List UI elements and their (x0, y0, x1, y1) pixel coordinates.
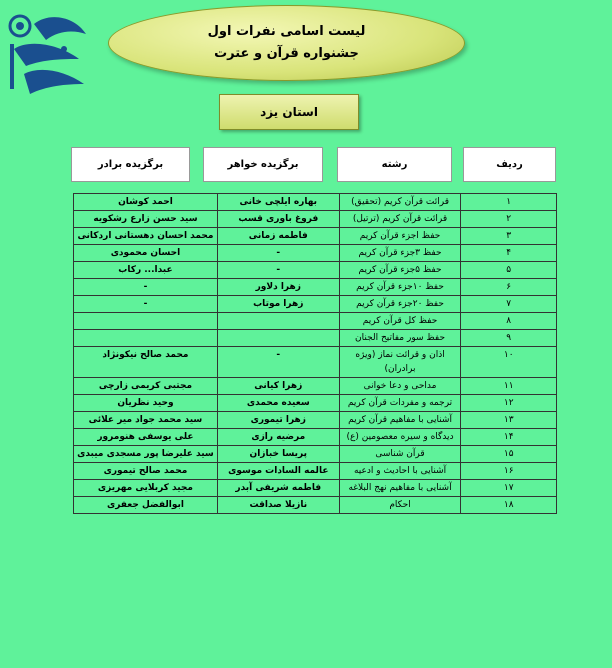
table-row (74, 463, 557, 480)
row-index: ۶ (461, 279, 557, 296)
row-field: حفظ سور مفاتیح الجنان (339, 330, 461, 347)
row-sister-winner: فاطمه شریفی آبدر (217, 480, 339, 497)
row-index: ۸ (461, 313, 557, 330)
row-index: ۱ (461, 194, 557, 211)
row-field: حفظ کل قرآن کریم (339, 313, 461, 330)
row-sister-winner: بهاره ایلچی خانی (217, 194, 339, 211)
row-sister-winner: زهرا دلاور (217, 279, 339, 296)
row-brother-winner: مجتبی کریمی زارچی (74, 378, 218, 395)
row-index: ۱۳ (461, 412, 557, 429)
row-brother-winner: محمد احسان دهستانی اردکانی (74, 228, 218, 245)
row-brother-winner: مجید کربلایی مهریزی (74, 480, 218, 497)
row-brother-winner: عبدا... رکاب (74, 262, 218, 279)
table-row (74, 330, 557, 347)
row-brother-winner: محمد صالح نیکونژاد (74, 347, 218, 378)
row-sister-winner: زهرا کیانی (217, 378, 339, 395)
row-brother-winner: احسان محمودی (74, 245, 218, 262)
row-index: ۵ (461, 262, 557, 279)
row-field: قرآن شناسی (339, 446, 461, 463)
title-line-2: جشنواره قرآن و عترت (214, 46, 359, 61)
row-field: آشنایی با مفاهیم نهج البلاغه (339, 480, 461, 497)
row-index: ۷ (461, 296, 557, 313)
table-row (74, 279, 557, 296)
row-brother-winner: سید علیرضا پور مسجدی میبدی (74, 446, 218, 463)
row-sister-winner (217, 313, 339, 330)
row-brother-winner: محمد صالح تیموری (74, 463, 218, 480)
row-index: ۱۰ (461, 347, 557, 378)
row-field: قرائت قرآن کریم (ترتیل) (339, 211, 461, 228)
winners-table (73, 193, 557, 514)
table-row (74, 194, 557, 211)
row-index: ۱۵ (461, 446, 557, 463)
row-index: ۹ (461, 330, 557, 347)
table-row (74, 296, 557, 313)
row-brother-winner: سید حسن زارع رشکویه (74, 211, 218, 228)
row-sister-winner: فاطمه زمانی (217, 228, 339, 245)
title-banner (108, 5, 465, 81)
table-row (74, 378, 557, 395)
row-index: ۳ (461, 228, 557, 245)
row-index: ۱۷ (461, 480, 557, 497)
row-sister-winner: - (217, 262, 339, 279)
row-brother-winner: - (74, 279, 218, 296)
row-sister-winner: زهرا تیموری (217, 412, 339, 429)
row-field: حفظ ۳جزء قرآن کریم (339, 245, 461, 262)
row-field: حفظ ۲۰جزء قرآن کریم (339, 296, 461, 313)
table-row (74, 313, 557, 330)
title-line-1: لیست اسامی نفرات اول (207, 24, 366, 39)
row-index: ۱۴ (461, 429, 557, 446)
row-sister-winner: زهرا موتاب (217, 296, 339, 313)
row-sister-winner: - (217, 245, 339, 262)
row-index: ۱۶ (461, 463, 557, 480)
row-brother-winner: - (74, 296, 218, 313)
table-row (74, 347, 557, 378)
header-sister: برگزیده خواهر (203, 147, 323, 182)
table-row (74, 262, 557, 279)
row-field: احکام (339, 497, 461, 514)
row-field: دیدگاه و سیره معصومین (ع) (339, 429, 461, 446)
table-row (74, 228, 557, 245)
row-sister-winner: فروغ باوری قسب (217, 211, 339, 228)
row-field: مداحی و دعا خوانی (339, 378, 461, 395)
row-sister-winner: نازیلا صداقت (217, 497, 339, 514)
row-index: ۱۲ (461, 395, 557, 412)
table-row (74, 245, 557, 262)
row-index: ۴ (461, 245, 557, 262)
row-index: ۲ (461, 211, 557, 228)
row-index: ۱۸ (461, 497, 557, 514)
header-index: ردیف (463, 147, 556, 182)
table-row (74, 429, 557, 446)
row-field: ترجمه و مفردات قرآن کریم (339, 395, 461, 412)
row-field: آشنایی با احادیث و ادعیه (339, 463, 461, 480)
table-row (74, 211, 557, 228)
row-brother-winner: سید محمد جواد میر علائی (74, 412, 218, 429)
row-brother-winner: احمد کوشان (74, 194, 218, 211)
row-sister-winner: عالمه السادات موسوی (217, 463, 339, 480)
table-row (74, 497, 557, 514)
row-field: حفظ ۵جزء قرآن کریم (339, 262, 461, 279)
header-field: رشته (337, 147, 452, 182)
header-brother: برگزیده برادر (71, 147, 190, 182)
row-field: اذان و قرائت نماز (ویژه برادران) (339, 347, 461, 378)
row-sister-winner: سعیده محمدی (217, 395, 339, 412)
row-brother-winner (74, 313, 218, 330)
row-sister-winner: - (217, 347, 339, 378)
row-field: حفظ اجزء قرآن کریم (339, 228, 461, 245)
row-brother-winner: وحید نظریان (74, 395, 218, 412)
row-brother-winner: ابوالفضل جعفری (74, 497, 218, 514)
table-row (74, 446, 557, 463)
table-row (74, 480, 557, 497)
row-sister-winner: مرضیه رازی (217, 429, 339, 446)
row-sister-winner (217, 330, 339, 347)
table-row (74, 395, 557, 412)
row-field: آشنایی با مفاهیم قرآن کریم (339, 412, 461, 429)
row-brother-winner: علی یوسفی هنومرور (74, 429, 218, 446)
province-label: استان یزد (219, 94, 359, 130)
row-brother-winner (74, 330, 218, 347)
row-index: ۱۱ (461, 378, 557, 395)
row-field: قرائت قرآن کریم (تحقیق) (339, 194, 461, 211)
row-sister-winner: پریسا خبازان (217, 446, 339, 463)
table-row (74, 412, 557, 429)
row-field: حفظ ۱۰جزء قرآن کریم (339, 279, 461, 296)
festival-logo-icon (4, 4, 94, 104)
